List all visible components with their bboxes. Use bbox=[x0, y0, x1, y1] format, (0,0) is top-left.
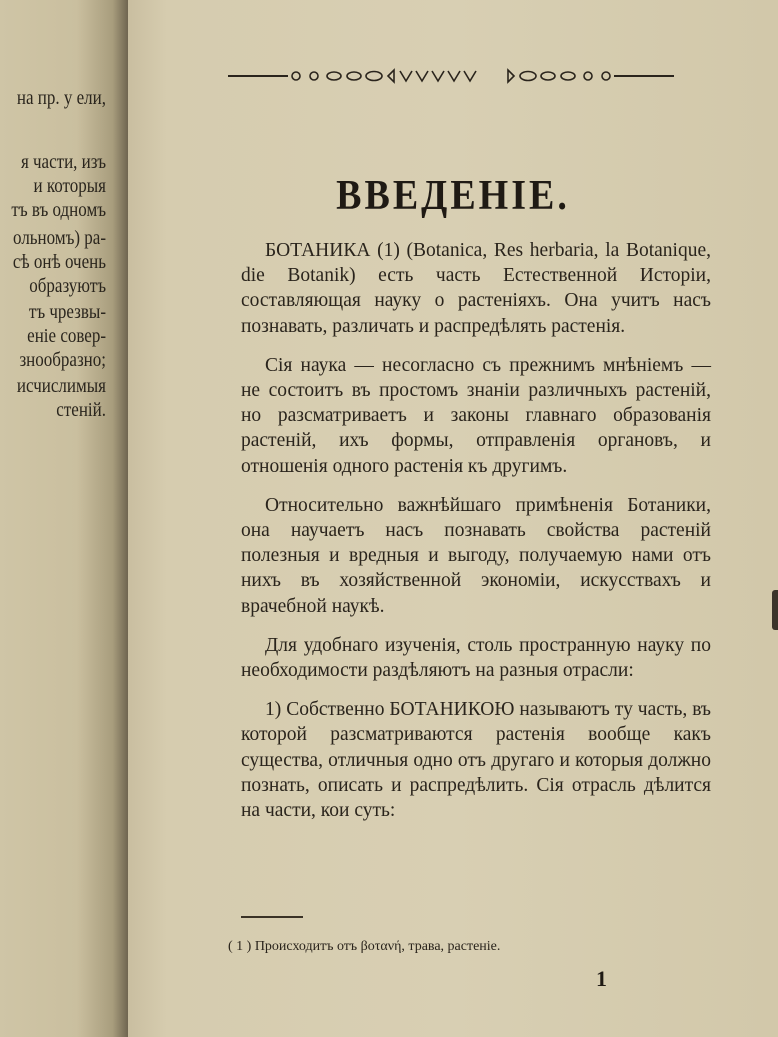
paragraph: Относительно важнѣйшаго примѣненія Ботаники, она научаетъ насъ познавать свойства растеній полезныя и вредныя и выгоду, получаемую нами отъ нихъ въ хозяйственной экономіи, искусствахъ и врачебной наукѣ. bbox=[241, 494, 711, 617]
chapter-title: ВВЕДЕНІЕ. bbox=[336, 172, 570, 220]
facing-page-line: знообразно; bbox=[19, 348, 106, 371]
facing-page-line: тъ въ одномъ bbox=[11, 198, 106, 221]
facing-page-line: образуютъ bbox=[29, 274, 106, 297]
facing-page bbox=[0, 0, 128, 1037]
facing-page-line: я части, изъ bbox=[20, 150, 106, 173]
body-text bbox=[241, 238, 711, 837]
facing-page-line: и которыя bbox=[33, 174, 106, 197]
facing-page-line: стеній. bbox=[56, 398, 106, 421]
paragraph: БОТАНИКА (1) (Botanica, Res herbaria, la Botanique, die Botanik) есть часть Естественной Исторіи, составляющая науку о растеніяхъ. Она учитъ насъ познавать, различать и распредѣлять растенія. bbox=[241, 240, 711, 337]
facing-page-line: тъ чрезвы- bbox=[28, 300, 106, 323]
facing-page-line: на пр. у ели, bbox=[16, 86, 106, 109]
header-ornament bbox=[228, 65, 674, 87]
page-edge bbox=[772, 590, 778, 630]
facing-page-line: сѣ онѣ очень bbox=[12, 250, 106, 273]
paragraph: 1) Собственно БОТАНИКОЮ называютъ ту часть, въ которой разсматриваются растенія вообще какъ существа, отличныя одно отъ другаго и которыя должно познать, описать и распредѣлить. Сія отрасль дѣлится на части, кои суть: bbox=[241, 699, 711, 822]
footnote: ( 1 ) Происходитъ отъ βοτανή, трава, растеніе. bbox=[228, 939, 501, 954]
facing-page-line: еніе совер- bbox=[27, 324, 106, 347]
book-page bbox=[128, 0, 778, 1037]
facing-page-line: исчислимыя bbox=[16, 374, 106, 397]
paragraph: Сія наука — несогласно съ прежнимъ мнѣніемъ — не состоитъ въ простомъ знаніи различныхъ растеній, но разсматриваетъ и законы главнаго образованія растеній, ихъ формы, отправленія органовъ, и отношенія одного растенія къ другимъ. bbox=[241, 354, 711, 477]
paragraph: Для удобнаго изученія, столь пространную науку по необходимости раздѣляютъ на разныя отрасли: bbox=[241, 634, 711, 682]
footnote-rule bbox=[241, 916, 303, 918]
page-number: 1 bbox=[596, 966, 607, 991]
facing-page-line: ольномъ) ра- bbox=[13, 226, 106, 249]
